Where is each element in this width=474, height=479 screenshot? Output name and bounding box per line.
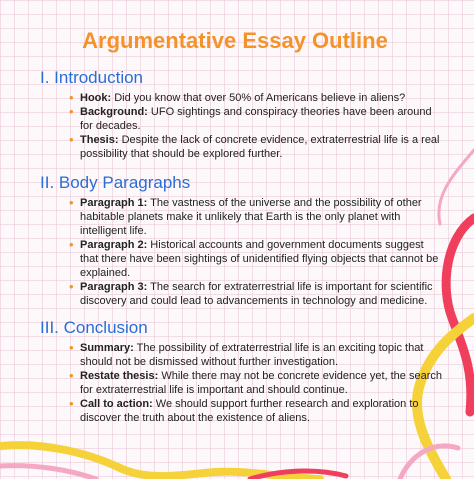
item-text: Did you know that over 50% of Americans believe in aliens? bbox=[111, 92, 406, 104]
section-heading-conclusion: III. Conclusion bbox=[40, 318, 148, 337]
item-text: While there may not be concrete evidence yet, the search for extraterrestrial life is important and should continue. bbox=[80, 370, 442, 396]
item-label: Paragraph 3: bbox=[80, 281, 148, 293]
item-label: Thesis: bbox=[80, 134, 119, 146]
section-introduction bbox=[20, 67, 450, 161]
item-label: Paragraph 1: bbox=[80, 197, 148, 209]
list-item-summary bbox=[40, 341, 450, 369]
list-item-hook bbox=[40, 91, 450, 105]
bottom-yellow-swirl bbox=[0, 445, 320, 479]
bottom-right-pink-swirl bbox=[400, 446, 458, 479]
item-text: Despite the lack of concrete evidence, extraterrestrial life is a real possibility that should be explored further. bbox=[80, 134, 440, 160]
section-heading-body-paragraphs: II. Body Paragraphs bbox=[40, 173, 191, 192]
item-label: Background: bbox=[80, 106, 148, 118]
item-text: The possibility of extraterrestrial life is an exciting topic that should not be dismissed without further investigation. bbox=[80, 342, 424, 368]
item-text: Historical accounts and government documents suggest that there have been sightings of unidentified flying objects that cannot be explained. bbox=[80, 239, 439, 279]
bottom-red-swirl bbox=[250, 471, 346, 479]
list-item-background bbox=[40, 105, 450, 133]
right-red-swirl bbox=[446, 218, 474, 412]
item-label: Hook: bbox=[80, 92, 112, 104]
item-text: The vastness of the universe and the possibility of other habitable planets make it unlikely that Earth is the only planet with intelligent life. bbox=[80, 197, 422, 237]
list-item-paragraph-2 bbox=[40, 238, 450, 280]
body-paragraphs-list bbox=[40, 196, 450, 308]
item-label: Summary: bbox=[80, 342, 134, 354]
conclusion-list bbox=[40, 341, 450, 425]
item-text: The search for extraterrestrial life is important for scientific discovery and could lead to advancements in technology and medicine. bbox=[80, 281, 433, 307]
section-conclusion bbox=[20, 317, 450, 425]
list-item-paragraph-3 bbox=[40, 280, 450, 308]
bottom-pink-swirl bbox=[0, 466, 96, 479]
item-text: We should support further research and exploration to discover the truth about the existence of aliens. bbox=[80, 398, 419, 424]
section-heading-introduction: I. Introduction bbox=[40, 68, 144, 87]
page-title: Argumentative Essay Outline bbox=[82, 28, 388, 53]
list-item-paragraph-1 bbox=[40, 196, 450, 238]
introduction-list bbox=[40, 91, 450, 161]
item-label: Paragraph 2: bbox=[80, 239, 148, 251]
list-item-call-to-action bbox=[40, 397, 450, 425]
item-text: UFO sightings and conspiracy theories have been around for decades. bbox=[80, 106, 432, 132]
section-body-paragraphs bbox=[20, 172, 450, 308]
list-item-restate-thesis bbox=[40, 369, 450, 397]
list-item-thesis bbox=[40, 133, 450, 161]
item-label: Restate thesis: bbox=[80, 370, 159, 382]
outline-sheet bbox=[20, 18, 450, 425]
item-label: Call to action: bbox=[80, 398, 153, 410]
